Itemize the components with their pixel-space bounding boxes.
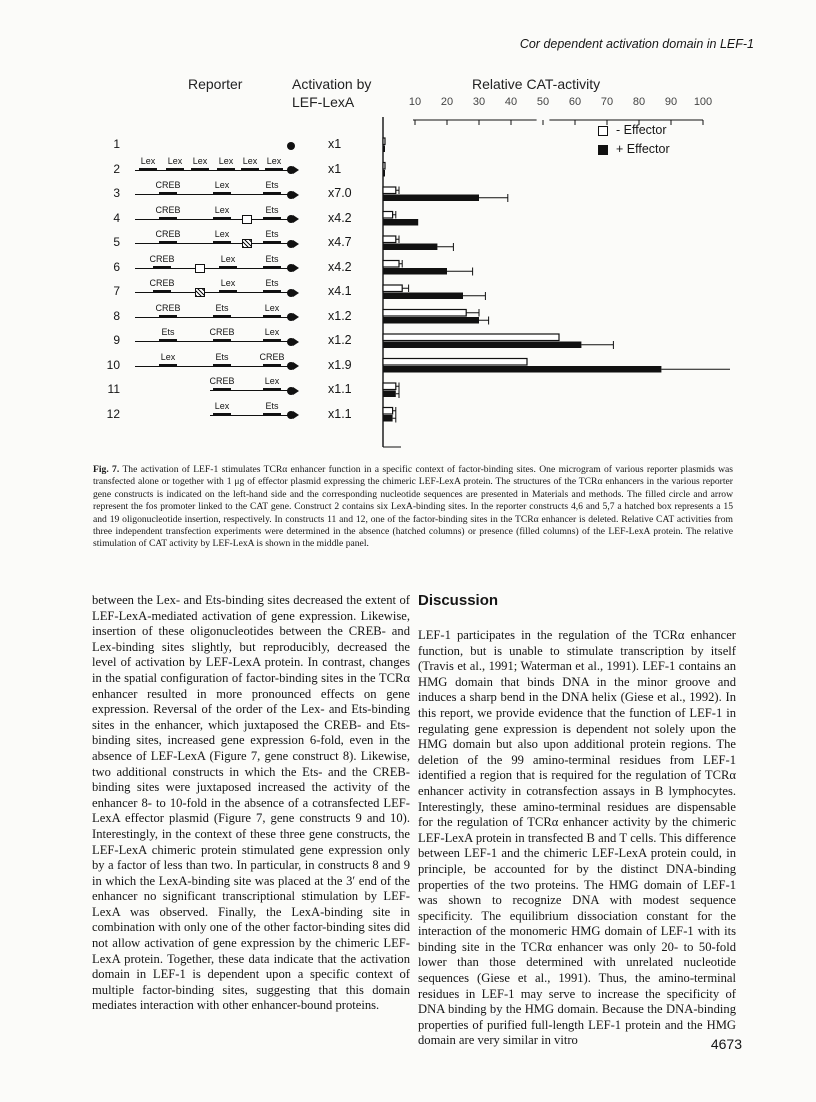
binding-site-lex: Lex bbox=[160, 351, 176, 362]
legend-minus-effector bbox=[598, 123, 666, 137]
binding-site-lex: Lex bbox=[140, 155, 156, 166]
fold-activation: x1.2 bbox=[328, 308, 352, 323]
binding-site-creb: CREB bbox=[149, 253, 175, 264]
x-tick-label: 90 bbox=[664, 96, 678, 108]
legend-plus-label: + Effector bbox=[616, 142, 670, 156]
reporter-column-heading: Reporter bbox=[188, 76, 243, 92]
bar-plus-effector-9 bbox=[383, 342, 581, 349]
caption-label: Fig. 7. bbox=[93, 464, 120, 475]
bar-minus-effector-2 bbox=[383, 163, 385, 170]
bar-plus-effector-6 bbox=[383, 268, 447, 275]
left-column-text bbox=[92, 593, 410, 1014]
binding-site-creb: CREB bbox=[259, 351, 285, 362]
x-tick-label: 60 bbox=[568, 96, 582, 108]
binding-site-lex: Lex bbox=[167, 155, 183, 166]
binding-site-lex: Lex bbox=[220, 253, 236, 264]
activation-column-heading-line1: Activation by bbox=[292, 76, 372, 92]
binding-site-ets: Ets bbox=[215, 351, 229, 362]
bar-minus-effector-9 bbox=[383, 334, 559, 341]
binding-site-ets: Ets bbox=[265, 229, 279, 239]
binding-site-ets: Ets bbox=[215, 302, 229, 313]
bar-plus-effector-5 bbox=[383, 244, 437, 251]
x-tick-label: 80 bbox=[632, 96, 646, 108]
construct-number: 9 bbox=[113, 333, 120, 347]
fold-activation: x1 bbox=[328, 161, 342, 176]
page-number: 4673 bbox=[710, 1036, 742, 1052]
binding-site-lex: Lex bbox=[192, 155, 208, 166]
bar-plus-effector-8 bbox=[383, 317, 479, 324]
binding-site-lex: Lex bbox=[214, 400, 230, 411]
construct-number: 7 bbox=[113, 284, 120, 298]
construct-number: 1 bbox=[113, 137, 120, 151]
bar-plus-effector-10 bbox=[383, 366, 661, 373]
construct-number: 6 bbox=[113, 259, 120, 274]
binding-site-lex: Lex bbox=[264, 327, 280, 337]
binding-site-lex: Lex bbox=[264, 376, 280, 386]
bar-plus-effector-7 bbox=[383, 293, 463, 300]
bar-minus-effector-4 bbox=[383, 212, 393, 219]
construct-number: 8 bbox=[113, 308, 120, 323]
bar-minus-effector-7 bbox=[383, 285, 402, 292]
bar-minus-effector-10 bbox=[383, 359, 527, 366]
binding-site-lex: Lex bbox=[214, 204, 230, 215]
x-tick-label: 50 bbox=[536, 96, 550, 108]
construct-number: 2 bbox=[113, 161, 120, 176]
activation-column-heading-line2: LEF-LexA bbox=[292, 94, 355, 110]
running-header: Cor dependent activation domain in LEF-1 bbox=[519, 37, 754, 51]
construct-number: 12 bbox=[106, 406, 120, 421]
binding-site-ets: Ets bbox=[265, 400, 279, 411]
binding-site-creb: CREB bbox=[149, 278, 175, 288]
fold-activation: x1.1 bbox=[328, 406, 352, 421]
bar-plus-effector-12 bbox=[383, 415, 393, 422]
fold-activation: x1.1 bbox=[328, 382, 352, 396]
construct-number: 10 bbox=[106, 357, 120, 372]
fold-activation: x1 bbox=[328, 137, 342, 151]
right-paragraph: LEF-1 participates in the regulation of the TCRα enhancer function, but is unable to stimulate transcription by itself (Travis et al., 1991; Waterman et al., 1991). LEF-1 contains an HMG domain that binds DNA in the minor groove and induces a sharp bend in the DNA helix (Giese et al., 1992). In this report, we provide evidence that the function of LEF-1 in regulating gene expression is dependent not solely upon the HMG domain but also upon additional protein regions. The deletion of the 99 amino-terminal residues from LEF-1 identified a region that is required for the regulation of TCRα enhancer activity in cotransfection assays in B lymphocytes. Interestingly, these amino-terminal residues are dispensable for the regulation of TCRα enhancer activity by the chimeric LEF-LexA protein in transfected B and T cells. This difference between LEF-1 and the chimeric LEF-LexA protein could, in principle, be accounted for by the distinct DNA-binding properties of the two proteins. The HMG domain of LEF-1 was shown to recognize DNA with modest sequence specificity. The equilibrium dissociation constant for the interaction of the monomeric HMG domain of LEF-1 with its binding site in the TCRα enhancer was only 20- to 50-fold lower than those determined with unrelated nucleotide sequences (Giese et al., 1991). Thus, the amino-terminal residues in LEF-1 may serve to increase the specificity of DNA binding by the HMG domain. Because the DNA-binding properties of purified full-length LEF-1 protein and the HMG domain are very similar in vitro bbox=[418, 628, 736, 1048]
discussion-heading: Discussion bbox=[418, 592, 499, 609]
binding-site-lex: Lex bbox=[220, 278, 236, 288]
x-tick-label: 40 bbox=[504, 96, 518, 108]
binding-site-ets: Ets bbox=[265, 204, 279, 215]
legend-plus-effector bbox=[598, 142, 670, 156]
left-paragraph: between the Lex- and Ets-binding sites decreased the extent of LEF-LexA-mediated activation of gene expression. Likewise, insertion of these oligonucleotides between the CREB- and Lex-binding sites slightly, but reproducibly, decreased the level of activation by LEF-LexA protein. In contrast, changes in the spatial configuration of factor-binding sites in the TCRα enhancer resulted in more pronounced effects on gene expression. Reversal of the order of the Lex- and Ets-binding sites in the enhancer, which juxtaposed the CREB- and Ets-binding sites, increased gene expression 6-fold, even in the absence of LEF-LexA (Figure 7, gene construct 8). Likewise, two additional constructs in which the Ets- and the CREB-binding sites were juxtaposed increased the activity of the enhancer 8- to 10-fold in the absence of a cotransfected LEF-LexA effector plasmid (Figure 7, gene constructs 9 and 10). Interestingly, in the context of these three gene constructs, the LEF-LexA chimeric protein stimulated gene expression only by a factor of less than two. In particular, in constructs 8 and 9 in which the LexA-binding site was placed at the 3′ end of the enhancer no significant transcriptional stimulation by LEF-LexA was observed. Finally, the LexA-binding site in combination with only one of the other factor-binding sites did not allow activation of gene expression by the chimeric LEF-LexA protein. Together, these data indicate that the activation domain in LEF-1 is dependent upon a specific context of multiple factor-binding sites, suggesting that this domain mediates interaction with other enhancer-bound proteins. bbox=[92, 593, 410, 1013]
fold-activation: x1.2 bbox=[328, 333, 352, 347]
binding-site-ets: Ets bbox=[265, 253, 279, 264]
bar-minus-effector-6 bbox=[383, 261, 399, 268]
bar-plus-effector-1 bbox=[383, 146, 385, 153]
x-tick-label: 70 bbox=[600, 96, 614, 108]
binding-site-creb: CREB bbox=[155, 229, 181, 239]
fold-activation: x4.1 bbox=[328, 284, 352, 298]
fold-activation: x1.9 bbox=[328, 357, 352, 372]
fold-activation: x4.2 bbox=[328, 259, 352, 274]
x-tick-label: 30 bbox=[472, 96, 486, 108]
bar-plus-effector-3 bbox=[383, 195, 479, 202]
binding-site-creb: CREB bbox=[155, 204, 181, 215]
legend-open-swatch bbox=[598, 126, 608, 136]
binding-site-creb: CREB bbox=[155, 302, 181, 313]
figure-7 bbox=[100, 65, 730, 460]
bar-plus-effector-4 bbox=[383, 219, 418, 226]
binding-site-creb: CREB bbox=[209, 376, 235, 386]
binding-site-lex: Lex bbox=[264, 302, 280, 313]
bar-plus-effector-11 bbox=[383, 391, 396, 398]
binding-site-lex: Lex bbox=[214, 180, 230, 190]
x-tick-label: 100 bbox=[693, 96, 713, 108]
binding-site-lex: Lex bbox=[242, 155, 258, 166]
binding-site-creb: CREB bbox=[155, 180, 181, 190]
bar-plus-effector-2 bbox=[383, 170, 385, 177]
binding-site-ets: Ets bbox=[265, 278, 279, 288]
fold-activation: x7.0 bbox=[328, 186, 352, 200]
legend-minus-label: - Effector bbox=[616, 123, 667, 137]
bar-minus-effector-11 bbox=[383, 383, 396, 390]
right-column-text bbox=[418, 628, 736, 1049]
construct-number: 4 bbox=[113, 210, 120, 225]
binding-site-lex: Lex bbox=[218, 155, 234, 166]
legend-filled-swatch bbox=[598, 145, 608, 155]
binding-site-ets: Ets bbox=[265, 180, 279, 190]
binding-site-lex: Lex bbox=[214, 229, 230, 239]
relative-activity-heading: Relative CAT-activity bbox=[472, 76, 601, 92]
construct-number: 5 bbox=[113, 235, 120, 249]
bar-minus-effector-12 bbox=[383, 408, 393, 415]
x-tick-label: 10 bbox=[408, 96, 422, 108]
bar-minus-effector-1 bbox=[383, 138, 385, 145]
binding-site-ets: Ets bbox=[161, 327, 175, 337]
binding-site-lex: Lex bbox=[266, 155, 282, 166]
x-tick-label: 20 bbox=[440, 96, 454, 108]
figure-caption bbox=[93, 464, 733, 551]
construct-number: 11 bbox=[107, 382, 120, 396]
construct-number: 3 bbox=[113, 186, 120, 200]
bar-minus-effector-8 bbox=[383, 310, 466, 317]
caption-text: The activation of LEF-1 stimulates TCRα enhancer function in a specific context of factor-binding sites. One microgram of various reporter plasmids was transfected alone or together with 1 μg of effector plasmid expressing the chimeric LEF-LexA protein. The structures of the TCRα enhancers in the various reporter gene constructs is indicated on the left-hand side and the corresponding nucleotide sequences are presented in Materials and methods. The filled circle and arrow represent the fos promoter linked to the CAT gene. Construct 2 contains six LexA-binding sites. In the reporter constructs 4,6 and 5,7 a hatched box represents a 15 and 19 oligonucleotide insertion, respectively. In constructs 11 and 12, one of the factor-binding sites in the TCRα enhancer is deleted. Relative CAT activities from three independent transfection experiments were determined in the absence (hatched columns) or presence (filled columns) of the LEF-LexA protein. The relative stimulation of CAT activity by LEF-LexA is shown in the middle panel. bbox=[93, 464, 733, 550]
fold-activation: x4.2 bbox=[328, 210, 352, 225]
bar-minus-effector-5 bbox=[383, 236, 396, 243]
fold-activation: x4.7 bbox=[328, 235, 352, 249]
binding-site-creb: CREB bbox=[209, 327, 235, 337]
bar-minus-effector-3 bbox=[383, 187, 396, 194]
